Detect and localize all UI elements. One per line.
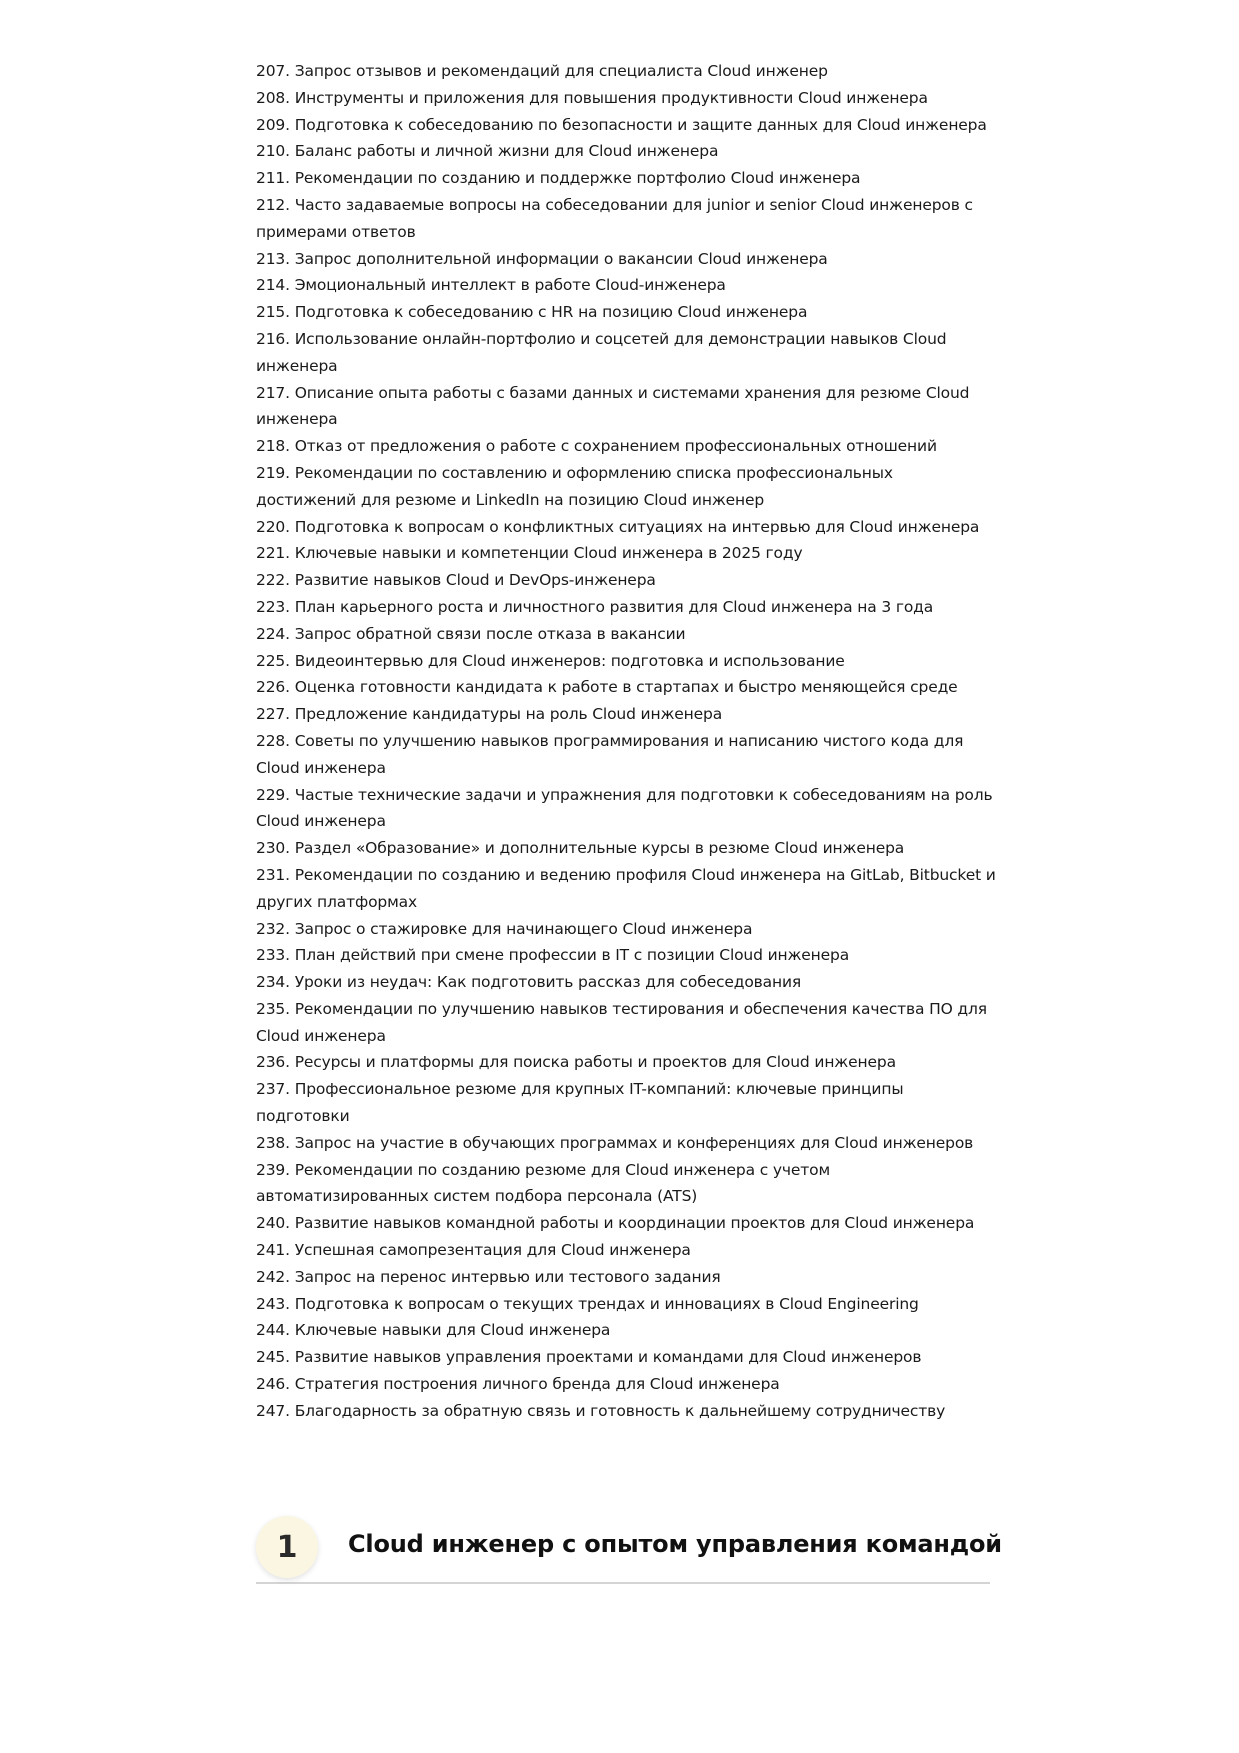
article-list [256,58,996,1425]
list-item: 231. Рекомендации по созданию и ведению профиля Cloud инженера на GitLab, Bitbucket и других платформах [256,865,996,911]
list-item: 222. Развитие навыков Cloud и DevOps-инженера [256,571,656,590]
list-item: 211. Рекомендации по созданию и поддержке портфолио Cloud инженера [256,169,861,188]
list-item: 221. Ключевые навыки и компетенции Cloud инженера в 2025 году [256,544,803,563]
list-item: 217. Описание опыта работы с базами данных и системами хранения для резюме Cloud инженера [256,383,970,429]
list-item: 232. Запрос о стажировке для начинающего Cloud инженера [256,919,753,938]
list-item: 226. Оценка готовности кандидата к работе в стартапах и быстро меняющейся среде [256,678,958,697]
list-item: 224. Запрос обратной связи после отказа в вакансии [256,624,686,643]
list-item: 238. Запрос на участие в обучающих программах и конференциях для Cloud инженеров [256,1133,974,1152]
list-item: 219. Рекомендации по составлению и оформлению списка профессиональных достижений для резюме и LinkedIn на позицию Cloud инженер [256,463,893,509]
list-item: 209. Подготовка к собеседованию по безопасности и защите данных для Cloud инженера [256,115,987,134]
list-item: 223. План карьерного роста и личностного развития для Cloud инженера на 3 года [256,597,934,616]
list-item: 240. Развитие навыков командной работы и координации проектов для Cloud инженера [256,1214,975,1233]
list-item: 213. Запрос дополнительной информации о вакансии Cloud инженера [256,249,828,268]
list-item: 239. Рекомендации по созданию резюме для Cloud инженера с учетом автоматизированных систем подбора персонала (ATS) [256,1160,831,1206]
section-header [256,1516,1002,1584]
list-item: 220. Подготовка к вопросам о конфликтных ситуациях на интервью для Cloud инженера [256,517,980,536]
section-title: Cloud инженер с опытом управления командой [348,1530,1002,1558]
list-item: 235. Рекомендации по улучшению навыков тестирования и обеспечения качества ПО для Cloud инженера [256,999,987,1045]
list-item: 234. Уроки из неудач: Как подготовить рассказ для собеседования [256,973,802,992]
list-item: 236. Ресурсы и платформы для поиска работы и проектов для Cloud инженера [256,1053,896,1072]
list-item: 208. Инструменты и приложения для повышения продуктивности Cloud инженера [256,88,928,107]
list-item: 214. Эмоциональный интеллект в работе Cloud-инженера [256,276,726,295]
list-item: 215. Подготовка к собеседованию с HR на позицию Cloud инженера [256,303,808,322]
list-item: 233. План действий при смене профессии в IT с позиции Cloud инженера [256,946,850,965]
list-item: 245. Развитие навыков управления проектами и командами для Cloud инженеров [256,1348,922,1367]
list-item: 210. Баланс работы и личной жизни для Cloud инженера [256,142,719,161]
list-item: 216. Использование онлайн-портфолио и соцсетей для демонстрации навыков Cloud инженера [256,329,947,375]
list-item: 212. Часто задаваемые вопросы на собеседовании для junior и senior Cloud инженеров с примерами ответов [256,195,973,241]
list-item: 218. Отказ от предложения о работе с сохранением профессиональных отношений [256,437,937,456]
list-item: 227. Предложение кандидатуры на роль Cloud инженера [256,705,723,724]
list-item: 247. Благодарность за обратную связь и готовность к дальнейшему сотрудничеству [256,1401,946,1420]
list-item: 207. Запрос отзывов и рекомендаций для специалиста Cloud инженер [256,62,828,80]
list-item: 244. Ключевые навыки для Cloud инженера [256,1321,611,1340]
list-item: 241. Успешная самопрезентация для Cloud инженера [256,1241,691,1260]
list-item: 243. Подготовка к вопросам о текущих трендах и инновациях в Cloud Engineering [256,1294,919,1313]
list-item: 230. Раздел «Образование» и дополнительные курсы в резюме Cloud инженера [256,839,905,858]
list-item: 237. Профессиональное резюме для крупных IT-компаний: ключевые принципы подготовки [256,1080,904,1126]
list-item: 246. Стратегия построения личного бренда для Cloud инженера [256,1375,780,1394]
list-item: 229. Частые технические задачи и упражнения для подготовки к собеседованиям на роль Cloud инженера [256,785,993,831]
section-number-badge: 1 [256,1516,318,1578]
list-item: 242. Запрос на перенос интервью или тестового задания [256,1267,721,1286]
list-item: 225. Видеоинтервью для Cloud инженеров: подготовка и использование [256,651,845,670]
list-item: 228. Советы по улучшению навыков программирования и написанию чистого кода для Cloud инженера [256,731,964,777]
